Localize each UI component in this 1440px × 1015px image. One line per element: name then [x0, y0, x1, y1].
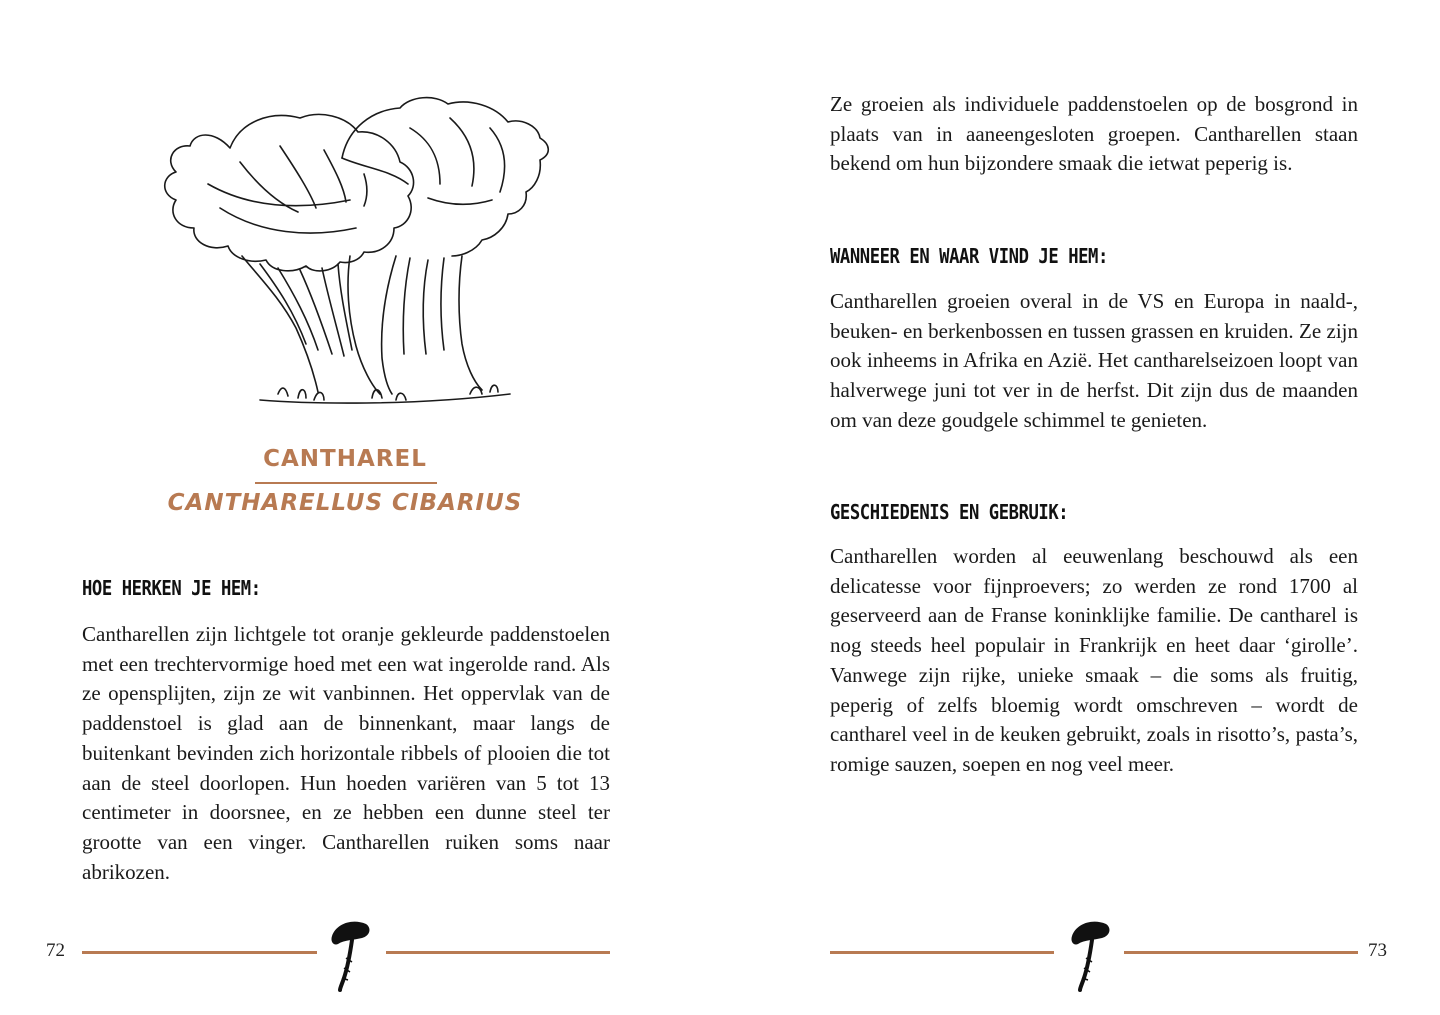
footer-rule-right-a — [830, 951, 1054, 954]
section-heading-identification: HOE HERKEN JE HEM: — [82, 576, 261, 600]
footer-rule-left-b — [386, 951, 610, 954]
right-page — [720, 0, 1440, 1015]
section-heading-history-use: GESCHIEDENIS EN GEBRUIK: — [830, 500, 1069, 524]
footer-rule-right-b — [1124, 951, 1358, 954]
footer-rule-left-a — [82, 951, 317, 954]
section-body-where-when: Cantharellen groeien overal in de VS en Europa in naald-, beuken- en berkenbossen en tussen grassen en kruiden. Ze zijn ook inheems in Afrika en Azië. Het cantharelseizoen loopt van halverwege juni tot ver in de herfst. Dit zijn dus de maanden om van deze goudgele schimmel te genieten. — [830, 289, 1358, 432]
intro-body: Ze groeien als individuele paddenstoelen op de bosgrond in plaats van in aaneengesloten groepen. Cantharellen staan bekend om hun bijzondere smaak die ietwat peperig is. — [830, 92, 1358, 176]
chanterelle-illustration-icon — [110, 88, 560, 418]
page-number-left: 72 — [46, 940, 65, 961]
title-underline — [255, 482, 437, 484]
mushroom-icon — [1068, 918, 1112, 992]
species-name: CANTHAREL — [263, 446, 427, 472]
section-body-history-use: Cantharellen worden al eeuwenlang beschouwd als een delicatesse voor fijnproevers; zo werden ze rond 1700 al geserveerd aan de Franse koninklijke familie. De cantharel is nog steeds heel populair in Frankrijk en heet daar ‘girolle’. Vanwege zijn rijke, unieke smaak – die soms als fruitig, peperig of zelfs bloemig wordt omschreven – wordt de cantharel veel in de keuken gebruikt, zoals in risotto’s, pasta’s, romige sauzen, soepen en nog veel meer. — [830, 544, 1358, 776]
page-number-right: 73 — [1368, 940, 1387, 961]
section-body-identification: Cantharellen zijn lichtgele tot oranje gekleurde paddenstoelen met een trechtervormige hoed met een wat ingerolde rand. Als ze opensplijten, zijn ze wit vanbinnen. Het oppervlak van de paddenstoel is glad aan de binnenkant, maar langs de buitenkant bevinden zich horizontale ribbels of plooien die tot aan de steel doorlopen. Hun hoeden variëren van 5 tot 13 centimeter in doorsnee, en ze hebben een dunne steel ter grootte van een vinger. Cantharellen ruiken soms naar abrikozen. — [82, 622, 610, 884]
species-latin-name: CANTHARELLUS CIBARIUS — [167, 490, 523, 516]
mushroom-icon — [328, 918, 372, 992]
section-heading-where-when: WANNEER EN WAAR VIND JE HEM: — [830, 244, 1108, 268]
